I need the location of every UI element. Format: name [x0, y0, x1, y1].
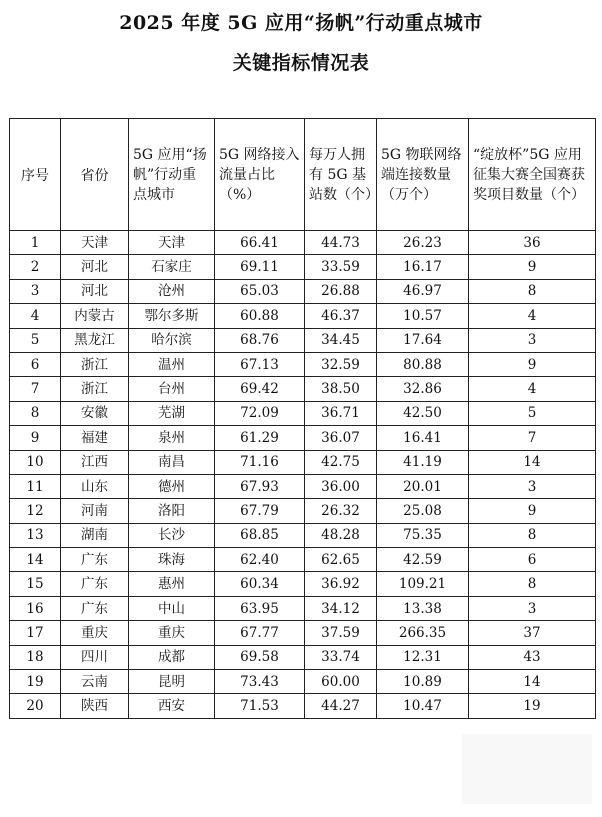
iot-connections-cell: 42.50 [377, 401, 469, 425]
index-cell: 3 [10, 279, 61, 303]
traffic-share-cell: 67.93 [215, 474, 305, 498]
province-cell: 江西 [61, 450, 129, 474]
province-cell: 四川 [61, 645, 129, 669]
city-cell: 沧州 [129, 279, 215, 303]
table-row [10, 304, 596, 328]
index-cell: 8 [10, 401, 61, 425]
header-award-projects: “绽放杯”5G 应用征集大赛全国赛获奖项目数量（个） [469, 119, 596, 231]
province-cell: 云南 [61, 670, 129, 694]
base-stations-cell: 26.88 [305, 279, 377, 303]
index-cell: 18 [10, 645, 61, 669]
award-projects-cell: 43 [469, 645, 596, 669]
award-projects-cell: 9 [469, 352, 596, 376]
traffic-share-cell: 71.53 [215, 694, 305, 718]
base-stations-cell: 60.00 [305, 670, 377, 694]
city-cell: 鄂尔多斯 [129, 304, 215, 328]
province-cell: 广东 [61, 548, 129, 572]
city-cell: 惠州 [129, 572, 215, 596]
table-row [10, 401, 596, 425]
iot-connections-cell: 42.59 [377, 548, 469, 572]
award-projects-cell: 37 [469, 621, 596, 645]
table-row [10, 596, 596, 620]
award-projects-cell: 5 [469, 401, 596, 425]
province-cell: 广东 [61, 572, 129, 596]
award-projects-cell: 3 [469, 596, 596, 620]
base-stations-cell: 42.75 [305, 450, 377, 474]
title-line-1: 2025 年度 5G 应用“扬帆”行动重点城市 [119, 12, 483, 34]
index-cell: 12 [10, 499, 61, 523]
base-stations-cell: 48.28 [305, 523, 377, 547]
traffic-share-cell: 67.77 [215, 621, 305, 645]
city-cell: 温州 [129, 352, 215, 376]
base-stations-cell: 32.59 [305, 352, 377, 376]
index-cell: 11 [10, 474, 61, 498]
base-stations-cell: 33.59 [305, 255, 377, 279]
city-cell: 西安 [129, 694, 215, 718]
city-cell: 德州 [129, 474, 215, 498]
province-cell: 安徽 [61, 401, 129, 425]
traffic-share-cell: 72.09 [215, 401, 305, 425]
iot-connections-cell: 13.38 [377, 596, 469, 620]
city-cell: 哈尔滨 [129, 328, 215, 352]
index-cell: 9 [10, 426, 61, 450]
iot-connections-cell: 109.21 [377, 572, 469, 596]
indicator-table [9, 118, 596, 719]
index-cell: 19 [10, 670, 61, 694]
award-projects-cell: 8 [469, 523, 596, 547]
city-cell: 重庆 [129, 621, 215, 645]
header-iot-connections: 5G 物联网络端连接数量（万个） [377, 119, 469, 231]
award-projects-cell: 4 [469, 377, 596, 401]
document-title [0, 8, 602, 78]
index-cell: 14 [10, 548, 61, 572]
traffic-share-cell: 61.29 [215, 426, 305, 450]
table-row [10, 499, 596, 523]
base-stations-cell: 36.07 [305, 426, 377, 450]
city-cell: 洛阳 [129, 499, 215, 523]
iot-connections-cell: 26.23 [377, 231, 469, 255]
province-cell: 广东 [61, 596, 129, 620]
table-row [10, 450, 596, 474]
title-line-2: 关键指标情况表 [232, 52, 370, 74]
traffic-share-cell: 71.16 [215, 450, 305, 474]
base-stations-cell: 36.00 [305, 474, 377, 498]
award-projects-cell: 19 [469, 694, 596, 718]
index-cell: 6 [10, 352, 61, 376]
table-row [10, 377, 596, 401]
province-cell: 内蒙古 [61, 304, 129, 328]
province-cell: 湖南 [61, 523, 129, 547]
province-cell: 河北 [61, 279, 129, 303]
traffic-share-cell: 68.76 [215, 328, 305, 352]
base-stations-cell: 36.71 [305, 401, 377, 425]
iot-connections-cell: 10.89 [377, 670, 469, 694]
province-cell: 浙江 [61, 352, 129, 376]
header-province: 省份 [61, 119, 129, 231]
city-cell: 中山 [129, 596, 215, 620]
header-base-stations: 每万人拥有 5G 基站数（个） [305, 119, 377, 231]
index-cell: 5 [10, 328, 61, 352]
traffic-share-cell: 62.40 [215, 548, 305, 572]
province-cell: 重庆 [61, 621, 129, 645]
province-cell: 福建 [61, 426, 129, 450]
index-cell: 1 [10, 231, 61, 255]
province-cell: 河北 [61, 255, 129, 279]
base-stations-cell: 34.45 [305, 328, 377, 352]
award-projects-cell: 14 [469, 670, 596, 694]
iot-connections-cell: 25.08 [377, 499, 469, 523]
award-projects-cell: 6 [469, 548, 596, 572]
iot-connections-cell: 16.17 [377, 255, 469, 279]
iot-connections-cell: 80.88 [377, 352, 469, 376]
traffic-share-cell: 63.95 [215, 596, 305, 620]
traffic-share-cell: 67.13 [215, 352, 305, 376]
watermark [462, 734, 592, 804]
base-stations-cell: 33.74 [305, 645, 377, 669]
city-cell: 珠海 [129, 548, 215, 572]
table-row [10, 621, 596, 645]
province-cell: 山东 [61, 474, 129, 498]
city-cell: 天津 [129, 231, 215, 255]
index-cell: 16 [10, 596, 61, 620]
province-cell: 天津 [61, 231, 129, 255]
base-stations-cell: 34.12 [305, 596, 377, 620]
table-row [10, 645, 596, 669]
award-projects-cell: 14 [469, 450, 596, 474]
traffic-share-cell: 73.43 [215, 670, 305, 694]
city-cell: 长沙 [129, 523, 215, 547]
award-projects-cell: 9 [469, 499, 596, 523]
base-stations-cell: 44.73 [305, 231, 377, 255]
iot-connections-cell: 32.86 [377, 377, 469, 401]
table-row [10, 548, 596, 572]
table-row [10, 352, 596, 376]
header-index: 序号 [10, 119, 61, 231]
traffic-share-cell: 69.42 [215, 377, 305, 401]
index-cell: 17 [10, 621, 61, 645]
table-row [10, 255, 596, 279]
table-row [10, 426, 596, 450]
iot-connections-cell: 266.35 [377, 621, 469, 645]
award-projects-cell: 36 [469, 231, 596, 255]
iot-connections-cell: 10.47 [377, 694, 469, 718]
province-cell: 浙江 [61, 377, 129, 401]
table-row [10, 328, 596, 352]
award-projects-cell: 4 [469, 304, 596, 328]
iot-connections-cell: 46.97 [377, 279, 469, 303]
index-cell: 20 [10, 694, 61, 718]
table-body [10, 231, 596, 719]
base-stations-cell: 26.32 [305, 499, 377, 523]
city-cell: 成都 [129, 645, 215, 669]
table-row [10, 474, 596, 498]
base-stations-cell: 46.37 [305, 304, 377, 328]
traffic-share-cell: 69.11 [215, 255, 305, 279]
award-projects-cell: 8 [469, 572, 596, 596]
table-row [10, 670, 596, 694]
iot-connections-cell: 10.57 [377, 304, 469, 328]
city-cell: 石家庄 [129, 255, 215, 279]
province-cell: 陕西 [61, 694, 129, 718]
city-cell: 芜湖 [129, 401, 215, 425]
award-projects-cell: 3 [469, 328, 596, 352]
province-cell: 黑龙江 [61, 328, 129, 352]
index-cell: 10 [10, 450, 61, 474]
award-projects-cell: 9 [469, 255, 596, 279]
iot-connections-cell: 16.41 [377, 426, 469, 450]
iot-connections-cell: 20.01 [377, 474, 469, 498]
index-cell: 2 [10, 255, 61, 279]
award-projects-cell: 3 [469, 474, 596, 498]
header-row [10, 119, 596, 231]
table-row [10, 572, 596, 596]
header-traffic-share: 5G 网络接入流量占比（%） [215, 119, 305, 231]
traffic-share-cell: 65.03 [215, 279, 305, 303]
province-cell: 河南 [61, 499, 129, 523]
iot-connections-cell: 12.31 [377, 645, 469, 669]
base-stations-cell: 36.92 [305, 572, 377, 596]
traffic-share-cell: 60.34 [215, 572, 305, 596]
base-stations-cell: 38.50 [305, 377, 377, 401]
base-stations-cell: 37.59 [305, 621, 377, 645]
iot-connections-cell: 41.19 [377, 450, 469, 474]
index-cell: 7 [10, 377, 61, 401]
traffic-share-cell: 66.41 [215, 231, 305, 255]
traffic-share-cell: 60.88 [215, 304, 305, 328]
table-row [10, 523, 596, 547]
header-city: 5G 应用“扬帆”行动重点城市 [129, 119, 215, 231]
index-cell: 13 [10, 523, 61, 547]
traffic-share-cell: 67.79 [215, 499, 305, 523]
iot-connections-cell: 75.35 [377, 523, 469, 547]
base-stations-cell: 62.65 [305, 548, 377, 572]
base-stations-cell: 44.27 [305, 694, 377, 718]
table-row [10, 694, 596, 718]
city-cell: 昆明 [129, 670, 215, 694]
iot-connections-cell: 17.64 [377, 328, 469, 352]
index-cell: 4 [10, 304, 61, 328]
index-cell: 15 [10, 572, 61, 596]
table-row [10, 279, 596, 303]
award-projects-cell: 7 [469, 426, 596, 450]
award-projects-cell: 8 [469, 279, 596, 303]
table-row [10, 231, 596, 255]
traffic-share-cell: 69.58 [215, 645, 305, 669]
city-cell: 泉州 [129, 426, 215, 450]
city-cell: 台州 [129, 377, 215, 401]
city-cell: 南昌 [129, 450, 215, 474]
traffic-share-cell: 68.85 [215, 523, 305, 547]
